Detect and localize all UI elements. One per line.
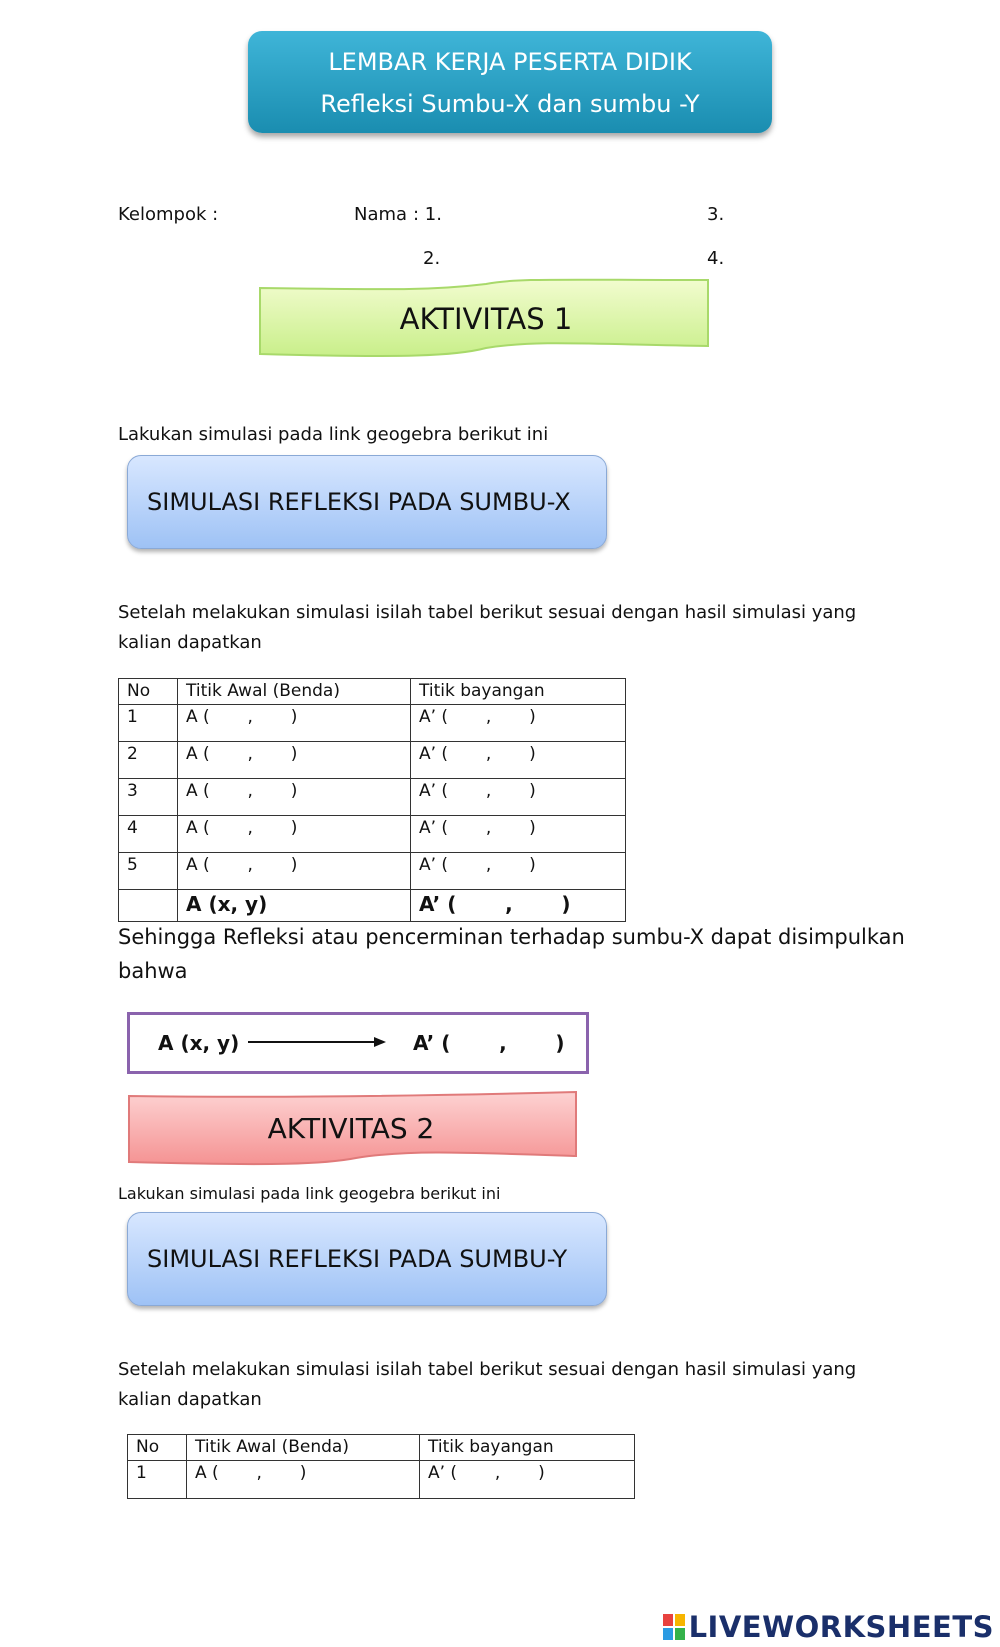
activity2-fill-instruction: Setelah melakukan simulasi isilah tabel berikut sesuai dengan hasil simulasi yang kalian dapatkan — [118, 1359, 857, 1410]
titik-awal-input[interactable]: A ( , ) — [178, 853, 411, 890]
liveworksheets-logo-icon — [663, 1614, 685, 1640]
header-titik-awal: Titik Awal (Benda) — [178, 679, 411, 705]
kelompok-label: Kelompok : — [118, 204, 219, 225]
activity2-instruction: Lakukan simulasi pada link geogebra berikut ini — [118, 1184, 501, 1203]
activity1-instruction: Lakukan simulasi pada link geogebra berikut ini — [118, 424, 549, 445]
titik-awal-input[interactable]: A ( , ) — [187, 1461, 420, 1499]
header-titik-bayangan: Titik bayangan — [420, 1435, 635, 1461]
titik-bayangan-input[interactable]: A’ ( , ) — [420, 1461, 635, 1499]
activity1-title: AKTIVITAS 1 — [399, 302, 573, 336]
table-row — [119, 705, 626, 742]
activity2-table — [127, 1434, 635, 1499]
activity2-banner — [126, 1090, 582, 1166]
activity2-title: AKTIVITAS 2 — [267, 1112, 435, 1145]
liveworksheets-logo-text: LIVEWORKSHEETS — [688, 1610, 994, 1644]
name-slot-3: 3. — [707, 204, 725, 225]
worksheet-title: LEMBAR KERJA PESERTA DIDIK — [328, 48, 692, 76]
header-no: No — [119, 679, 178, 705]
conclusion-from: A (x, y) — [158, 1031, 240, 1055]
table-row — [119, 816, 626, 853]
worksheet-title-box — [248, 31, 772, 133]
simulation-y-link-button[interactable] — [127, 1212, 607, 1306]
titik-awal-input[interactable]: A ( , ) — [178, 816, 411, 853]
conclusion-to-input[interactable]: A’ ( , ) — [413, 1031, 565, 1055]
worksheet-subtitle: Refleksi Sumbu-X dan sumbu -Y — [320, 90, 700, 118]
table-row — [128, 1461, 635, 1499]
activity1-fill-instruction: Setelah melakukan simulasi isilah tabel berikut sesuai dengan hasil simulasi yang kalian dapatkan — [118, 602, 857, 653]
titik-bayangan-input[interactable]: A’ ( , ) — [411, 779, 626, 816]
table-header-row — [119, 679, 626, 705]
name-slot-2: 2. — [423, 248, 441, 269]
row-no: 1 — [119, 705, 178, 742]
name-slot-1: : 1. — [413, 204, 442, 225]
table-row — [119, 853, 626, 890]
conclusion-box — [127, 1012, 589, 1074]
header-titik-awal: Titik Awal (Benda) — [187, 1435, 420, 1461]
row-no: 5 — [119, 853, 178, 890]
simulation-x-label: SIMULASI REFLEKSI PADA SUMBU-X — [147, 488, 571, 516]
row-no: 1 — [128, 1461, 187, 1499]
row-no: 4 — [119, 816, 178, 853]
activity1-table — [118, 678, 626, 922]
titik-bayangan-input[interactable]: A’ ( , ) — [411, 742, 626, 779]
table-header-row — [128, 1435, 635, 1461]
summary-no — [119, 890, 178, 922]
titik-bayangan-input[interactable]: A’ ( , ) — [411, 816, 626, 853]
row-no: 3 — [119, 779, 178, 816]
titik-awal-input[interactable]: A ( , ) — [178, 705, 411, 742]
liveworksheets-logo[interactable] — [663, 1610, 994, 1644]
conclusion-text: Sehingga Refleksi atau pencerminan terhadap sumbu-X dapat disimpulkan bahwa — [118, 925, 905, 983]
table-summary-row — [119, 890, 626, 922]
titik-bayangan-input[interactable]: A’ ( , ) — [411, 853, 626, 890]
table-row — [119, 779, 626, 816]
titik-bayangan-input[interactable]: A’ ( , ) — [411, 705, 626, 742]
arrow-right-icon — [248, 1035, 388, 1049]
row-no: 2 — [119, 742, 178, 779]
simulation-y-label: SIMULASI REFLEKSI PADA SUMBU-Y — [147, 1245, 568, 1273]
table-row — [119, 742, 626, 779]
header-titik-bayangan: Titik bayangan — [411, 679, 626, 705]
titik-awal-input[interactable]: A ( , ) — [178, 779, 411, 816]
summary-titik-awal: A (x, y) — [178, 890, 411, 922]
titik-awal-input[interactable]: A ( , ) — [178, 742, 411, 779]
simulation-x-link-button[interactable] — [127, 455, 607, 549]
header-no: No — [128, 1435, 187, 1461]
nama-label: Nama — [354, 204, 408, 225]
activity1-banner — [256, 276, 716, 360]
name-slot-4: 4. — [707, 248, 725, 269]
summary-titik-bayangan-input[interactable]: A’ ( , ) — [411, 890, 626, 922]
